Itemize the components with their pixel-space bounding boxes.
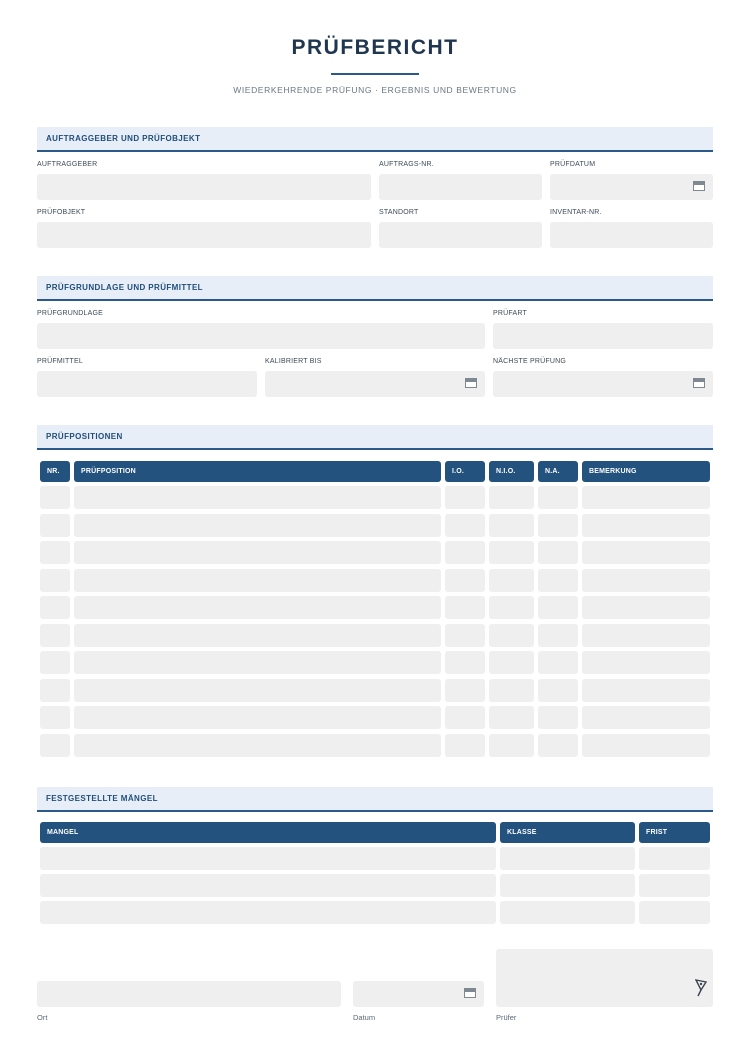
cell-io[interactable] — [445, 651, 485, 674]
auftrags-nr-field[interactable] — [379, 174, 542, 200]
cell-frist[interactable] — [639, 901, 710, 924]
cell-bemerkung[interactable] — [582, 596, 710, 619]
column-header-frist: FRIST — [639, 822, 710, 843]
column-header-nio: N.I.O. — [489, 461, 534, 482]
auftraggeber-field[interactable] — [37, 174, 371, 200]
column-header-klasse: KLASSE — [500, 822, 635, 843]
cell-na[interactable] — [538, 486, 578, 509]
cell-nr[interactable] — [40, 514, 70, 537]
pruefgrundlage-field[interactable] — [37, 323, 485, 349]
section-title: PRÜFGRUNDLAGE UND PRÜFMITTEL — [46, 283, 203, 292]
datum-field[interactable] — [353, 981, 484, 1007]
cell-nr[interactable] — [40, 596, 70, 619]
label-datum: Datum — [353, 1013, 376, 1022]
cell-pruefposition[interactable] — [74, 706, 441, 729]
cell-na[interactable] — [538, 624, 578, 647]
cell-nio[interactable] — [489, 651, 534, 674]
label-pruefart: PRÜFART — [493, 310, 527, 317]
cell-nr[interactable] — [40, 624, 70, 647]
cell-pruefposition[interactable] — [74, 679, 441, 702]
cell-na[interactable] — [538, 596, 578, 619]
cell-na[interactable] — [538, 706, 578, 729]
cell-frist[interactable] — [639, 847, 710, 870]
cell-pruefposition[interactable] — [74, 541, 441, 564]
pruefmittel-field[interactable] — [37, 371, 257, 397]
label-pruefer: Prüfer — [496, 1013, 517, 1022]
column-header-io: I.O. — [445, 461, 485, 482]
column-header-mangel: MANGEL — [40, 822, 496, 843]
cell-bemerkung[interactable] — [582, 706, 710, 729]
label-pruefdatum: PRÜFDATUM — [550, 161, 596, 168]
cell-pruefposition[interactable] — [74, 734, 441, 757]
cell-nr[interactable] — [40, 651, 70, 674]
cell-nr[interactable] — [40, 569, 70, 592]
cell-nio[interactable] — [489, 541, 534, 564]
cell-na[interactable] — [538, 651, 578, 674]
cell-nio[interactable] — [489, 486, 534, 509]
cell-frist[interactable] — [639, 874, 710, 897]
label-inventar-nr: INVENTAR-NR. — [550, 209, 602, 216]
pruefart-field[interactable] — [493, 323, 713, 349]
pruefobjekt-field[interactable] — [37, 222, 371, 248]
label-ort: Ort — [37, 1013, 48, 1022]
section-header-pruefpositionen — [37, 425, 713, 450]
cell-nr[interactable] — [40, 486, 70, 509]
cell-mangel[interactable] — [40, 901, 496, 924]
cell-nio[interactable] — [489, 514, 534, 537]
cell-nio[interactable] — [489, 679, 534, 702]
page-title: PRÜFBERICHT — [291, 36, 459, 59]
section-header-maengel — [37, 787, 713, 812]
cell-mangel[interactable] — [40, 847, 496, 870]
section-title: PRÜFPOSITIONEN — [46, 432, 123, 441]
calendar-icon[interactable] — [464, 988, 476, 998]
ort-field[interactable] — [37, 981, 341, 1007]
cell-pruefposition[interactable] — [74, 651, 441, 674]
cell-io[interactable] — [445, 734, 485, 757]
cell-nio[interactable] — [489, 624, 534, 647]
cell-bemerkung[interactable] — [582, 541, 710, 564]
cell-nr[interactable] — [40, 679, 70, 702]
cell-na[interactable] — [538, 541, 578, 564]
cell-pruefposition[interactable] — [74, 486, 441, 509]
calendar-icon[interactable] — [693, 181, 705, 191]
cell-pruefposition[interactable] — [74, 596, 441, 619]
cell-mangel[interactable] — [40, 874, 496, 897]
page-subtitle: WIEDERKEHRENDE PRÜFUNG · ERGEBNIS UND BEWERTUNG — [233, 85, 517, 95]
kalibriert-bis-field[interactable] — [265, 371, 485, 397]
column-header-nr: NR. — [40, 461, 70, 482]
label-naechste-pruefung: NÄCHSTE PRÜFUNG — [493, 358, 567, 365]
label-pruefobjekt: PRÜFOBJEKT — [37, 209, 86, 216]
section-title: AUFTRAGGEBER UND PRÜFOBJEKT — [46, 134, 201, 143]
standort-field[interactable] — [379, 222, 542, 248]
cell-nr[interactable] — [40, 706, 70, 729]
cell-bemerkung[interactable] — [582, 651, 710, 674]
label-standort: STANDORT — [379, 209, 419, 216]
naechste-pruefung-field[interactable] — [493, 371, 713, 397]
cell-klasse[interactable] — [500, 874, 635, 897]
cell-na[interactable] — [538, 734, 578, 757]
cell-pruefposition[interactable] — [74, 514, 441, 537]
cell-pruefposition[interactable] — [74, 569, 441, 592]
label-pruefmittel: PRÜFMITTEL — [37, 358, 83, 365]
cell-na[interactable] — [538, 514, 578, 537]
cell-bemerkung[interactable] — [582, 624, 710, 647]
cell-bemerkung[interactable] — [582, 734, 710, 757]
label-kalibriert-bis: KALIBRIERT BIS — [265, 358, 322, 365]
cell-nio[interactable] — [489, 734, 534, 757]
section-header-auftraggeber — [37, 127, 713, 152]
cell-na[interactable] — [538, 679, 578, 702]
calendar-icon[interactable] — [465, 378, 477, 388]
cell-io[interactable] — [445, 541, 485, 564]
cell-nio[interactable] — [489, 706, 534, 729]
cell-io[interactable] — [445, 706, 485, 729]
cell-bemerkung[interactable] — [582, 486, 710, 509]
pruefer-signature-field[interactable] — [496, 949, 713, 1007]
column-header-bemerkung: BEMERKUNG — [582, 461, 710, 482]
cell-pruefposition[interactable] — [74, 624, 441, 647]
cell-io[interactable] — [445, 569, 485, 592]
pruefdatum-field[interactable] — [550, 174, 713, 200]
pen-nib-icon — [695, 979, 707, 997]
cell-io[interactable] — [445, 486, 485, 509]
title-divider — [331, 73, 419, 75]
cell-nr[interactable] — [40, 541, 70, 564]
calendar-icon[interactable] — [693, 378, 705, 388]
cell-io[interactable] — [445, 596, 485, 619]
cell-bemerkung[interactable] — [582, 679, 710, 702]
inventar-nr-field[interactable] — [550, 222, 713, 248]
label-auftrags-nr: AUFTRAGS-NR. — [379, 161, 434, 168]
cell-klasse[interactable] — [500, 847, 635, 870]
column-header-pruefposition: PRÜFPOSITION — [74, 461, 441, 482]
cell-io[interactable] — [445, 624, 485, 647]
cell-na[interactable] — [538, 569, 578, 592]
section-title: FESTGESTELLTE MÄNGEL — [46, 794, 158, 803]
column-header-na: N.A. — [538, 461, 578, 482]
cell-bemerkung[interactable] — [582, 514, 710, 537]
label-pruefgrundlage: PRÜFGRUNDLAGE — [37, 310, 103, 317]
cell-nio[interactable] — [489, 569, 534, 592]
cell-bemerkung[interactable] — [582, 569, 710, 592]
section-header-pruefgrundlage — [37, 276, 713, 301]
cell-io[interactable] — [445, 514, 485, 537]
cell-klasse[interactable] — [500, 901, 635, 924]
cell-io[interactable] — [445, 679, 485, 702]
cell-nio[interactable] — [489, 596, 534, 619]
label-auftraggeber: AUFTRAGGEBER — [37, 161, 98, 168]
cell-nr[interactable] — [40, 734, 70, 757]
